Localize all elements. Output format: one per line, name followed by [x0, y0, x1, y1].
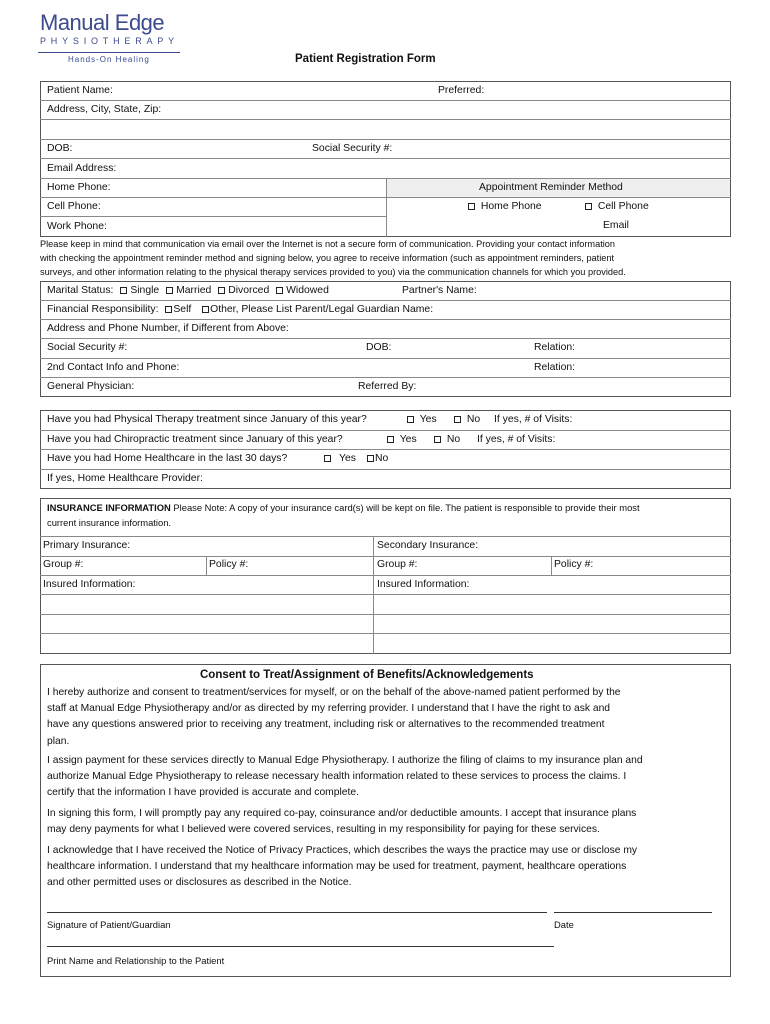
- checkbox-icon[interactable]: [120, 287, 127, 294]
- divider: [40, 536, 731, 537]
- divider: [40, 614, 731, 615]
- pt-yes-option[interactable]: Yes: [407, 414, 437, 425]
- divider: [40, 449, 731, 450]
- marital-status-row: Marital Status: Single Married Divorced Widowed: [47, 285, 329, 296]
- insurance-note-line2: current insurance information.: [47, 517, 172, 528]
- home-health-provider-field[interactable]: If yes, Home Healthcare Provider:: [47, 473, 203, 484]
- second-contact-relation-field[interactable]: Relation:: [534, 362, 576, 373]
- secondary-insurance-field[interactable]: Secondary Insurance:: [377, 540, 479, 551]
- checkbox-icon[interactable]: [468, 203, 475, 210]
- checkbox-icon[interactable]: [165, 306, 172, 313]
- checkbox-icon[interactable]: [276, 287, 283, 294]
- checkbox-icon[interactable]: [454, 416, 461, 423]
- checkbox-icon[interactable]: [166, 287, 173, 294]
- divider: [40, 100, 731, 101]
- pt-visits-field[interactable]: If yes, # of Visits:: [494, 414, 573, 425]
- second-contact-field[interactable]: 2nd Contact Info and Phone:: [47, 362, 180, 373]
- guardian-ssn-field[interactable]: Social Security #:: [47, 342, 128, 353]
- email-field[interactable]: Email Address:: [47, 163, 117, 174]
- partner-name-field[interactable]: Partner's Name:: [402, 285, 477, 296]
- primary-insured-field[interactable]: Insured Information:: [43, 579, 136, 590]
- patient-name-field[interactable]: Patient Name:: [47, 85, 113, 96]
- divider: [373, 536, 374, 654]
- divider: [40, 430, 731, 431]
- work-phone-field[interactable]: Work Phone:: [47, 221, 107, 232]
- consent-paragraph-privacy: I acknowledge that I have received the Notice of Privacy Practices, which describes the ways the practice may use or disclose my healthcare information. I understand that my healthcare information may be used for treatment, payment, healthcare operations and other permitted uses or disclosures as described in the Notice.: [47, 845, 638, 889]
- checkbox-icon[interactable]: [387, 436, 394, 443]
- divider: [40, 338, 731, 339]
- guardian-relation-field[interactable]: Relation:: [534, 342, 576, 353]
- signature-line[interactable]: [47, 912, 547, 913]
- chiro-no-option[interactable]: No: [434, 434, 460, 445]
- chiro-treatment-question: Have you had Chiropractic treatment since January of this year?: [47, 434, 343, 445]
- primary-insurance-field[interactable]: Primary Insurance:: [43, 540, 131, 551]
- communication-notice: Please keep in mind that communication via email over the Internet is not a secure form of communication. Providing your contact information with checking the appointment reminder method and signing below, you agree to receive information (such as appointment reminders, patient surveys, and other information relating to the physical therapy services provided to you) via the communication channels for which you provided.: [40, 239, 626, 277]
- divider: [40, 633, 731, 634]
- logo-name: Manual Edge: [40, 10, 165, 35]
- primary-group-field[interactable]: Group #:: [43, 559, 84, 570]
- divider: [40, 119, 731, 120]
- divider: [40, 469, 731, 470]
- divider: [40, 158, 731, 159]
- pt-no-option[interactable]: No: [454, 414, 480, 425]
- primary-policy-field[interactable]: Policy #:: [209, 559, 249, 570]
- logo-tagline: Hands-On Healing: [68, 55, 150, 64]
- divider: [40, 319, 731, 320]
- pt-treatment-question: Have you had Physical Therapy treatment since January of this year?: [47, 414, 367, 425]
- dob-field[interactable]: DOB:: [47, 143, 73, 154]
- secondary-policy-field[interactable]: Policy #:: [554, 559, 594, 570]
- divider: [40, 300, 731, 301]
- alternate-address-field[interactable]: Address and Phone Number, if Different from Above:: [47, 323, 289, 334]
- home-health-question: Have you had Home Healthcare in the last 30 days?: [47, 453, 288, 464]
- reminder-home-phone-option[interactable]: Home Phone: [468, 201, 542, 212]
- divider: [40, 139, 731, 140]
- logo-subtitle: PHYSIOTHERAPY: [40, 36, 179, 46]
- checkbox-icon[interactable]: [434, 436, 441, 443]
- divider: [40, 197, 386, 198]
- divider: [386, 197, 731, 198]
- divider: [40, 575, 731, 576]
- responsibility-section: [40, 281, 731, 397]
- home-health-yes-option[interactable]: Yes: [324, 453, 356, 464]
- reminder-method-heading: Appointment Reminder Method: [479, 182, 623, 193]
- divider: [206, 556, 207, 575]
- checkbox-icon[interactable]: [407, 416, 414, 423]
- general-physician-field[interactable]: General Physician:: [47, 381, 135, 392]
- consent-paragraph-payment: I assign payment for these services directly to Manual Edge Physiotherapy. I authorize the filing of claims to my insurance plan and authorize Manual Edge Physiotherapy to release necessary health information related to these services to process the claims. I certify that the information I have provided is accurate and complete.: [47, 755, 643, 799]
- divider: [40, 358, 731, 359]
- print-name-label: Print Name and Relationship to the Patient: [47, 955, 225, 966]
- reminder-email-option[interactable]: Email: [603, 220, 629, 231]
- chiro-visits-field[interactable]: If yes, # of Visits:: [477, 434, 556, 445]
- logo-divider: [38, 52, 180, 53]
- divider: [551, 556, 552, 575]
- chiro-yes-option[interactable]: Yes: [387, 434, 417, 445]
- preferred-name-field[interactable]: Preferred:: [438, 85, 485, 96]
- consent-paragraph-treatment: I hereby authorize and consent to treatment/services for myself, or on the behalf of the above-named patient performed by the staff at Manual Edge Physiotherapy and/or as directed by my referring provider. I understand that I have the right to ask and have any questions answered prior to receiving any treatment, including risk or alternatives to the recommended treatment plan.: [47, 687, 621, 747]
- financial-responsibility-row: Financial Responsibility: Self Other, Please List Parent/Legal Guardian Name:: [47, 304, 434, 315]
- referred-by-field[interactable]: Referred By:: [358, 381, 417, 392]
- form-title: Patient Registration Form: [295, 53, 436, 65]
- insurance-heading: INSURANCE INFORMATION: [47, 502, 171, 513]
- divider: [40, 216, 386, 217]
- date-label: Date: [554, 919, 574, 930]
- home-phone-field[interactable]: Home Phone:: [47, 182, 111, 193]
- secondary-insured-field[interactable]: Insured Information:: [377, 579, 470, 590]
- consent-paragraph-copay: In signing this form, I will promptly pay any required co-pay, coinsurance and/or deductible amounts. I accept that insurance plans may deny payments for what I believed were covered services, resulting in my responsibility for paying for these services.: [47, 808, 637, 836]
- checkbox-icon[interactable]: [585, 203, 592, 210]
- consent-heading: Consent to Treat/Assignment of Benefits/Acknowledgements: [200, 669, 534, 681]
- divider: [40, 556, 731, 557]
- signature-label: Signature of Patient/Guardian: [47, 919, 171, 930]
- guardian-dob-field[interactable]: DOB:: [366, 342, 392, 353]
- checkbox-icon[interactable]: [202, 306, 209, 313]
- divider: [40, 594, 731, 595]
- print-name-line[interactable]: [47, 946, 554, 947]
- checkbox-icon[interactable]: [367, 455, 374, 462]
- reminder-cell-phone-option[interactable]: Cell Phone: [585, 201, 649, 212]
- home-health-no-option[interactable]: No: [367, 453, 388, 464]
- checkbox-icon[interactable]: [218, 287, 225, 294]
- ssn-field[interactable]: Social Security #:: [312, 143, 393, 154]
- secondary-group-field[interactable]: Group #:: [377, 559, 418, 570]
- cell-phone-field[interactable]: Cell Phone:: [47, 201, 101, 212]
- divider: [40, 377, 731, 378]
- address-field[interactable]: Address, City, State, Zip:: [47, 104, 162, 115]
- checkbox-icon[interactable]: [324, 455, 331, 462]
- date-line[interactable]: [554, 912, 712, 913]
- insurance-note-line1: INSURANCE INFORMATION Please Note: A copy of your insurance card(s) will be kept on file. The patient is responsible to provide their most: [47, 502, 640, 513]
